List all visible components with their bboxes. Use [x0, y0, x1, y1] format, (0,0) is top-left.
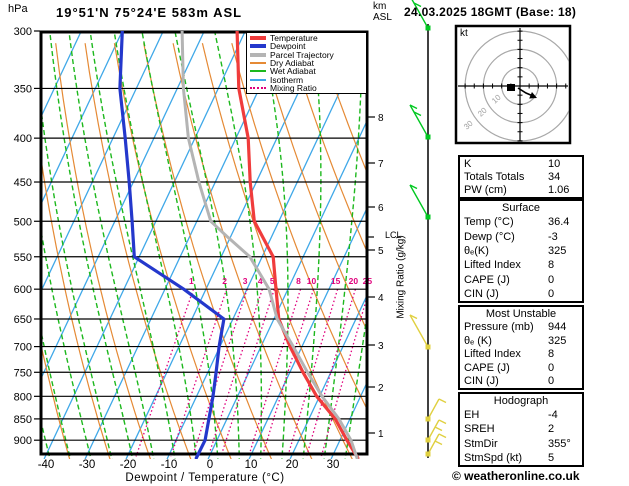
- dewpoint-curve: [120, 31, 224, 458]
- stat-row-surface-cin: CIN (J) 0: [464, 287, 555, 300]
- hodograph-ring-label: 30: [462, 118, 475, 132]
- km-tick-label: 3: [378, 341, 384, 352]
- legend-item-mixing-ratio: Mixing Ratio: [247, 84, 366, 92]
- mixing-ratio-value-label: 20: [348, 276, 359, 286]
- dewpoint-line-swatch: [250, 44, 266, 48]
- most-unstable-panel: [458, 305, 584, 390]
- isotherm-swatch: [250, 79, 266, 81]
- indices-panel: [458, 155, 584, 199]
- mixing-ratio-value-label: 4: [257, 276, 263, 286]
- dry-adiabat-swatch: [250, 62, 266, 64]
- lcl-marker-label: LCL: [385, 230, 402, 240]
- temperature-tick-label: -40: [37, 459, 55, 471]
- wet-adiabat-swatch: [250, 70, 266, 72]
- altitude-unit-label: [373, 1, 392, 23]
- isotherm-line: [3, 31, 204, 459]
- km-tick-label: 1: [378, 429, 384, 440]
- pressure-tick-label: 300: [13, 26, 32, 38]
- pressure-tick-label: 400: [13, 133, 32, 146]
- temperature-tick-label: -20: [119, 459, 137, 471]
- wet-adiabat-line: [32, 31, 117, 479]
- stat-row-surface-cape: CAPE (J) 0: [464, 273, 555, 286]
- stat-row-mu-lifted-index: Lifted Index 8: [464, 348, 555, 361]
- dry-adiabat-line: [85, 43, 193, 464]
- km-tick-label: 5: [378, 246, 384, 257]
- legend-item-isotherm: Isotherm: [247, 76, 366, 84]
- dry-adiabat-line: [114, 43, 233, 464]
- parcel-trajectory-curve: [182, 31, 357, 458]
- legend-item-dewpoint: Dewpoint: [247, 42, 366, 50]
- temperature-tick-label: -30: [78, 459, 96, 471]
- stat-row-mu-cape: CAPE (J) 0: [464, 361, 555, 374]
- mixing-ratio-value-label: 8: [296, 276, 301, 286]
- hodograph-panel-title: Hodograph: [493, 395, 549, 408]
- pressure-tick-label: 650: [13, 313, 32, 326]
- pressure-unit-label: hPa: [8, 3, 28, 15]
- stat-row-stmspd: StmSpd (kt) 5: [464, 451, 555, 464]
- mixing-ratio-value-label: 2: [222, 276, 227, 286]
- pressure-tick-label: 450: [13, 177, 32, 190]
- stat-row-k: K 10: [464, 157, 561, 170]
- stat-row-surface-theta-e: θₑ(K) 325: [464, 244, 567, 257]
- hodograph-ring-label: 10: [490, 92, 503, 106]
- most-unstable-panel-title: Most Unstable: [485, 307, 557, 320]
- stat-row-mu-cin: CIN (J) 0: [464, 375, 555, 388]
- copyright: © weatheronline.co.uk: [452, 469, 580, 483]
- mixing-ratio-value-label: 15: [330, 276, 341, 286]
- km-tick-label: 7: [378, 159, 384, 170]
- altitude-unit-km: km: [373, 1, 387, 12]
- dry-adiabat-line: [56, 43, 153, 464]
- mixing-ratio-value-label: 3: [242, 276, 248, 286]
- pressure-tick-label: 600: [13, 284, 32, 297]
- hodograph-unit-label: kt: [460, 28, 468, 39]
- mixing-ratio-value-label: 1: [189, 276, 194, 286]
- km-tick-label: 4: [378, 293, 384, 304]
- pressure-tick-label: 800: [13, 391, 32, 404]
- stat-row-mu-pressure: Pressure (mb) 944: [464, 321, 567, 334]
- datetime-label: 24.03.2025 18GMT (Base: 18): [404, 5, 577, 19]
- wet-adiabat-line: [0, 31, 14, 479]
- sounding-page: 1 2 3 4 5 8 10 15 20 25 300 350 400 450 500 550 600 650 700 750 800 850 900 -40 -30 -20 -10 0 10 20 30 8 7 6 5 4 3 2 1 10 20 30 hPa 19°51'N 75°24'E 583m ASL km ASL 24.03.2025 18GMT (Base: 18) Temperature Dewpoint Parcel Trajectory Dry Adiabat Wet Adiabat Isotherm Mixing Ratio Mixing Ratio (g/kg) LCL kt Dewpoint / Temperature (°C) K 10 Totals Totals 34 PW (cm) 1.06 Surface Temp (°C) 36.4 Dewp (°C) -3 θₑ(K) 325 Lifted Index 8 CAPE (J) 0 CIN (J) 0 Most Unstable Pressure (mb) 944 θₑ (K) 325 Lifted Index 8 CAPE (J) 0 CIN (J) 0 Hodograph EH -4 SREH 2 StmDir 355° StmSpd (kt) 5 © weatheronline.co.uk: [0, 0, 629, 486]
- dry-adiabat-line: [232, 43, 395, 464]
- legend: [246, 32, 367, 94]
- stat-row-totals-totals: Totals Totals 34: [464, 170, 561, 183]
- surface-panel-title: Surface: [502, 202, 540, 215]
- temperature-tick-label: 20: [285, 459, 299, 471]
- wet-adiabat-line: [69, 31, 158, 479]
- pressure-tick-label: 350: [13, 83, 32, 96]
- km-tick-label: 8: [378, 113, 384, 124]
- hodograph-panel: [458, 392, 584, 467]
- temperature-tick-label: 30: [326, 459, 340, 471]
- pressure-tick-label: 500: [13, 216, 32, 229]
- wet-adiabat-line: [0, 31, 75, 479]
- stat-row-eh: EH -4: [464, 409, 558, 422]
- temperature-tick-label: 10: [244, 459, 258, 471]
- temperature-tick-label: 0: [206, 459, 214, 471]
- stat-row-surface-dewp: Dewp (°C) -3: [464, 230, 558, 243]
- parcel-line-swatch: [250, 53, 266, 57]
- stat-row-mu-theta-e: θₑ (K) 325: [464, 334, 567, 347]
- pressure-tick-label: 550: [13, 251, 32, 264]
- stat-row-pw: PW (cm) 1.06: [464, 184, 570, 197]
- legend-item-temperature: Temperature: [247, 34, 366, 42]
- pressure-tick-label: 850: [13, 413, 32, 426]
- stat-row-surface-temp: Temp (°C) 36.4: [464, 216, 570, 229]
- hodograph-ring-label: 20: [476, 105, 489, 119]
- stat-row-surface-lifted-index: Lifted Index 8: [464, 259, 555, 272]
- km-tick-label: 6: [378, 203, 384, 214]
- pressure-tick-label: 750: [13, 367, 32, 380]
- mixing-ratio-value-label: 5: [269, 276, 275, 286]
- pressure-tick-label: 900: [13, 435, 32, 448]
- pressure-tick-label: 700: [13, 341, 32, 354]
- stat-row-stmdir: StmDir 355°: [464, 437, 571, 450]
- temperature-line-swatch: [250, 36, 266, 40]
- temperature-tick-label: -10: [160, 459, 178, 471]
- mixing-ratio-swatch: [250, 87, 266, 89]
- dry-adiabat-line: [26, 43, 111, 464]
- legend-item-dry-adiabat: Dry Adiabat: [247, 59, 366, 67]
- isotherm-line: [85, 31, 286, 459]
- legend-item-parcel: Parcel Trajectory: [247, 51, 366, 59]
- stat-row-sreh: SREH 2: [464, 423, 555, 436]
- surface-panel: [458, 199, 584, 303]
- legend-item-wet-adiabat: Wet Adiabat: [247, 67, 366, 75]
- x-axis-title: Dewpoint / Temperature (°C): [125, 472, 285, 484]
- altitude-unit-asl: ASL: [373, 12, 392, 23]
- dry-adiabat-line: [0, 43, 71, 464]
- station-title: 19°51'N 75°24'E 583m ASL: [56, 5, 243, 20]
- mixing-ratio-value-label: 10: [306, 276, 317, 286]
- hodograph-trace-origin: [507, 84, 515, 91]
- mixing-ratio-value-label: 25: [362, 276, 373, 286]
- km-tick-label: 2: [378, 383, 384, 394]
